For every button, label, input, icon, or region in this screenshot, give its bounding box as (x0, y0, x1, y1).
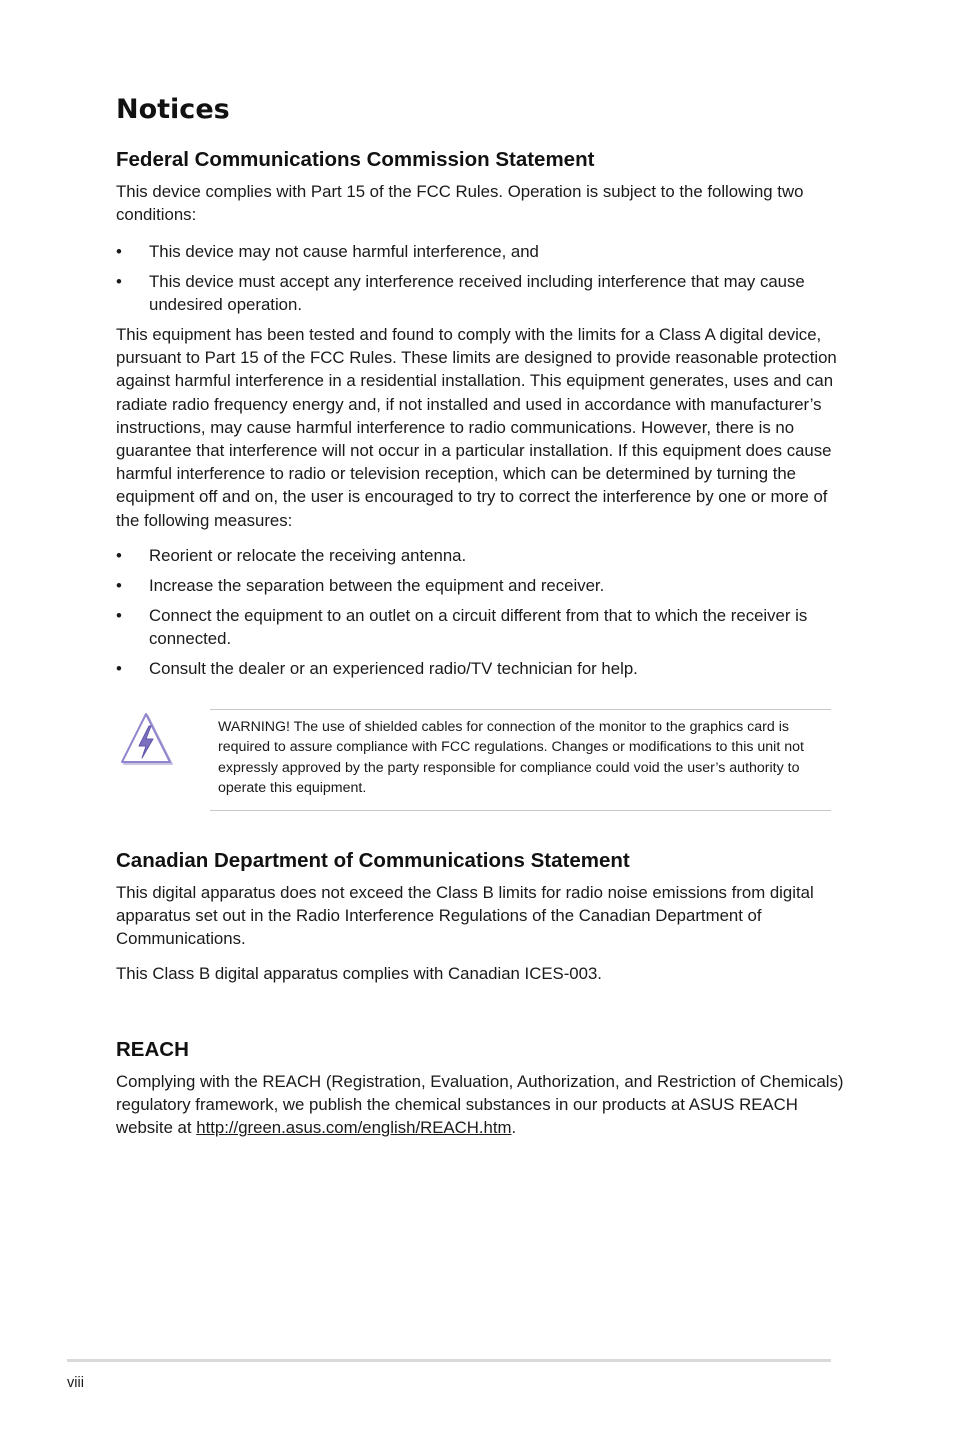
fcc-heading: Federal Communications Commission Statement (116, 148, 595, 171)
warning-box (210, 709, 831, 811)
reach-heading: REACH (116, 1038, 189, 1061)
list-item-text: This device must accept any interference received including interference that may cause undesired operation. (149, 272, 805, 315)
fcc-measures-list (116, 544, 846, 687)
list-item-text: Increase the separation between the equipment and receiver. (149, 576, 605, 595)
list-item-text: Consult the dealer or an experienced radio/TV technician for help. (149, 659, 638, 679)
list-item (116, 270, 846, 316)
list-item-text: Connect the equipment to an outlet on a circuit different from that to which the receiver is connected. (149, 606, 808, 649)
reach-link[interactable]: http://green.asus.com/english/REACH.htm (196, 1118, 512, 1138)
fcc-body: This equipment has been tested and found to comply with the limits for a Class A digital device, pursuant to Part 15 of the FCC Rules. These limits are designed to provide reasonable protection against harmful interference in a residential installation. This equipment generates, uses and can radiate radio frequency energy and, if not installed and used in accordance with manufacturer’s instructions, may cause harmful interference to radio communications. However, there is no guarantee that interference will not occur in a particular installation. If this equipment does cause harmful interference to radio or television reception, which can be determined by turning the equipment off and on, the user is encouraged to try to correct the interference by one or more of the following measures: (116, 325, 837, 530)
list-item (116, 240, 846, 263)
bullet: • (116, 606, 122, 625)
warning-text: WARNING! The use of shielded cables for connection of the monitor to the graphics card is required to assure compliance with FCC regulations. Changes or modifications to this unit not expressly approved by the party responsible for compliance could void the user’s authority to operate this equipment. (218, 719, 804, 796)
bullet: • (116, 272, 122, 291)
bullet: • (116, 546, 122, 565)
list-item (116, 657, 846, 680)
bullet: • (116, 242, 122, 261)
canada-paragraph-1: This digital apparatus does not exceed the Class B limits for radio noise emissions from digital apparatus set out in the Radio Interference Regulations of the Canadian Department of Communications. (116, 883, 814, 949)
list-item (116, 604, 846, 650)
reach-paragraph (116, 1070, 846, 1140)
list-item-text: Reorient or relocate the receiving antenna. (149, 546, 467, 565)
fcc-conditions-list (116, 240, 846, 323)
canada-heading: Canadian Department of Communications Statement (116, 849, 630, 872)
reach-text-end: . (511, 1118, 517, 1138)
list-item (116, 544, 846, 567)
reach-text: Complying with the REACH (Registration, Evaluation, Authorization, and Restriction of Chemicals) regulatory framework, we publish the chemical substances in our products at ASUS REACH website at (116, 1072, 844, 1138)
footer-divider (67, 1359, 831, 1362)
warning-icon (118, 712, 174, 768)
bullet: • (116, 659, 122, 679)
list-item (116, 574, 846, 597)
list-item-text: This device may not cause harmful interference, and (149, 242, 539, 261)
page-title: Notices (116, 94, 230, 125)
bullet: • (116, 576, 122, 595)
fcc-intro: This device complies with Part 15 of the FCC Rules. Operation is subject to the following two conditions: (116, 182, 804, 225)
canada-paragraph-2: This Class B digital apparatus complies with Canadian ICES-003. (116, 964, 602, 983)
page-number: viii (67, 1375, 84, 1391)
